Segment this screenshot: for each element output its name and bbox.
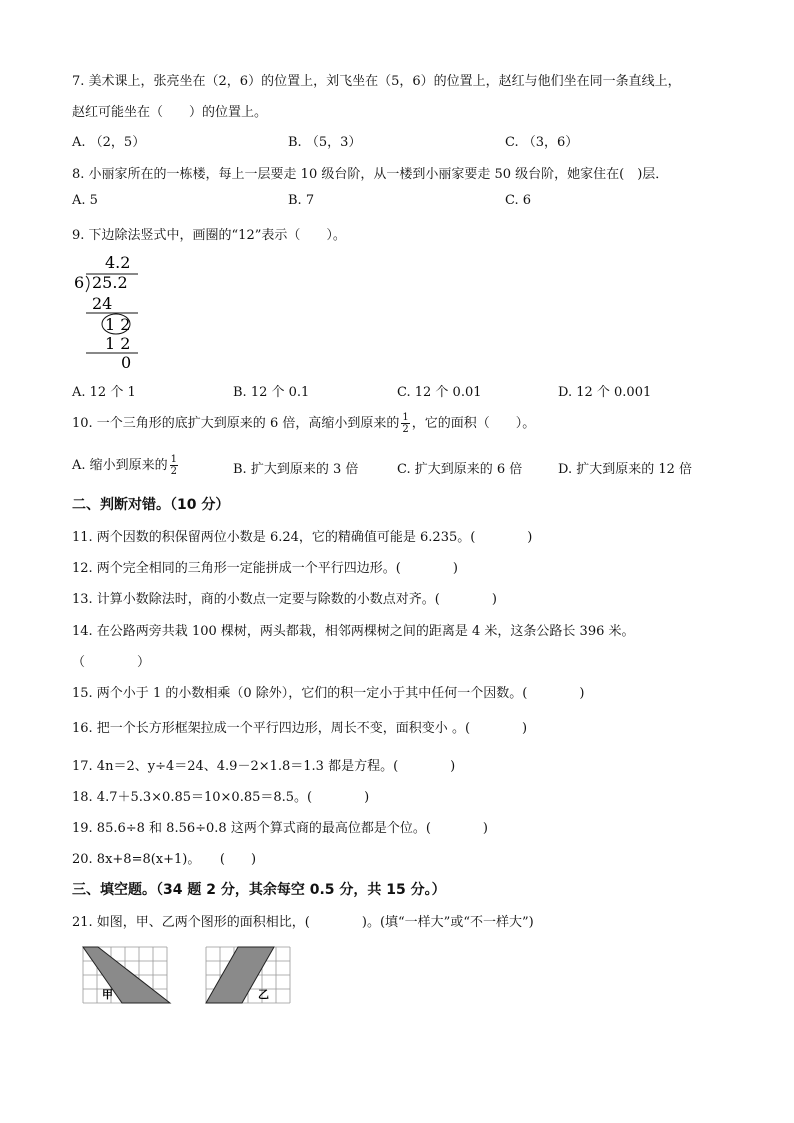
q7-option-b: B. （5，3）: [288, 135, 362, 150]
section-2-title: 二、判断对错。（10 分）: [72, 497, 230, 513]
division-divisor: 6: [74, 273, 85, 292]
fraction-one-half: $\frac{1}{2}$: [170, 454, 178, 477]
section-3-title: 三、填空题。（34 题 2 分，其余每空 0.5 分，共 15 分。）: [72, 882, 446, 898]
division-remainder: 0: [121, 353, 132, 372]
q9-option-d: D. 12 个 0.001: [558, 385, 652, 400]
label-yi: 乙: [258, 988, 269, 1001]
area-comparison-figure: [82, 946, 294, 1006]
q8-option-a: A. 5: [72, 193, 98, 208]
q8-text: 8. 小丽家所在的一栋楼，每上一层要走 10 级台阶，从一楼到小丽家要走 50 级台阶，她家住在( )层．: [72, 167, 669, 182]
q10-text-after: ，它的面积（ ）。: [411, 416, 536, 431]
division-quotient: 4.2: [105, 253, 131, 272]
q18-text: 18. 4.7＋5.3×0.85＝10×0.85＝8.5。( ): [72, 790, 370, 805]
q12-text: 12. 两个完全相同的三角形一定能拼成一个平行四边形。( ): [72, 561, 458, 576]
division-step1: 24: [92, 294, 113, 313]
q11-text: 11. 两个因数的积保留两位小数是 6.24，它的精确值可能是 6.235。( ): [72, 530, 533, 545]
q9-text: 9. 下边除法竖式中，画圈的“12”表示（ ）。: [72, 228, 346, 243]
q16-text: 16. 把一个长方形框架拉成一个平行四边形，周长不变，面积变小 。( ): [72, 721, 528, 736]
q14-text: 14. 在公路两旁共栽 100 棵树，两头都栽，相邻两棵树之间的距离是 4 米，这条公路长 396 米。: [72, 624, 635, 639]
q8-option-b: B. 7: [288, 193, 315, 208]
q10-text-before: 10. 一个三角形的底扩大到原来的 6 倍，高缩小到原来的: [72, 416, 400, 431]
division-step2: 1 2: [105, 334, 131, 353]
q10-option-b: B. 扩大到原来的 3 倍: [233, 462, 359, 477]
label-jia: 甲: [102, 988, 113, 1001]
q7-line2: 赵红可能坐在（ ）的位置上。: [72, 105, 268, 120]
division-circled-12: 1 2: [105, 315, 131, 334]
q17-text: 17. 4n＝2、y÷4＝24、4.9－2×1.8＝1.3 都是方程。( ): [72, 759, 456, 774]
q21-text: 21. 如图，甲、乙两个图形的面积相比，( )。(填“一样大”或“不一样大”): [72, 915, 534, 930]
q10-option-a: A. 缩小到原来的 $\frac{1}{2}$: [72, 454, 178, 477]
q7-option-a: A. （2，5）: [72, 135, 146, 150]
q15-text: 15. 两个小于 1 的小数相乘（0 除外），它们的积一定小于其中任何一个因数。( ): [72, 686, 585, 701]
fraction-one-half: $\frac{1}{2}$: [402, 412, 409, 435]
q10-option-c: C. 扩大到原来的 6 倍: [397, 462, 523, 477]
q19-text: 19. 85.6÷8 和 8.56÷0.8 这两个算式商的最高位都是个位。( ): [72, 821, 488, 836]
q10-text: [72, 412, 535, 435]
q7-option-c: C. （3，6）: [505, 135, 579, 150]
q10-option-d: D. 扩大到原来的 12 倍: [558, 462, 693, 477]
q9-option-c: C. 12 个 0.01: [397, 385, 482, 400]
q9-option-b: B. 12 个 0.1: [233, 385, 310, 400]
q8-option-c: C. 6: [505, 193, 532, 208]
long-division-figure: [72, 252, 152, 372]
q20-text: 20. 8x+8=8(x+1)。 ( ): [72, 852, 257, 867]
q7-line1: 7. 美术课上，张亮坐在（2，6）的位置上，刘飞坐在（5，6）的位置上，赵红与他们坐在同一条直线上，: [72, 74, 681, 89]
q9-option-a: A. 12 个 1: [72, 385, 136, 400]
division-dividend: 25.2: [92, 273, 128, 292]
q13-text: 13. 计算小数除法时，商的小数点一定要与除数的小数点对齐。( ): [72, 592, 497, 607]
q14-answer-blank: （ ）: [72, 655, 151, 670]
